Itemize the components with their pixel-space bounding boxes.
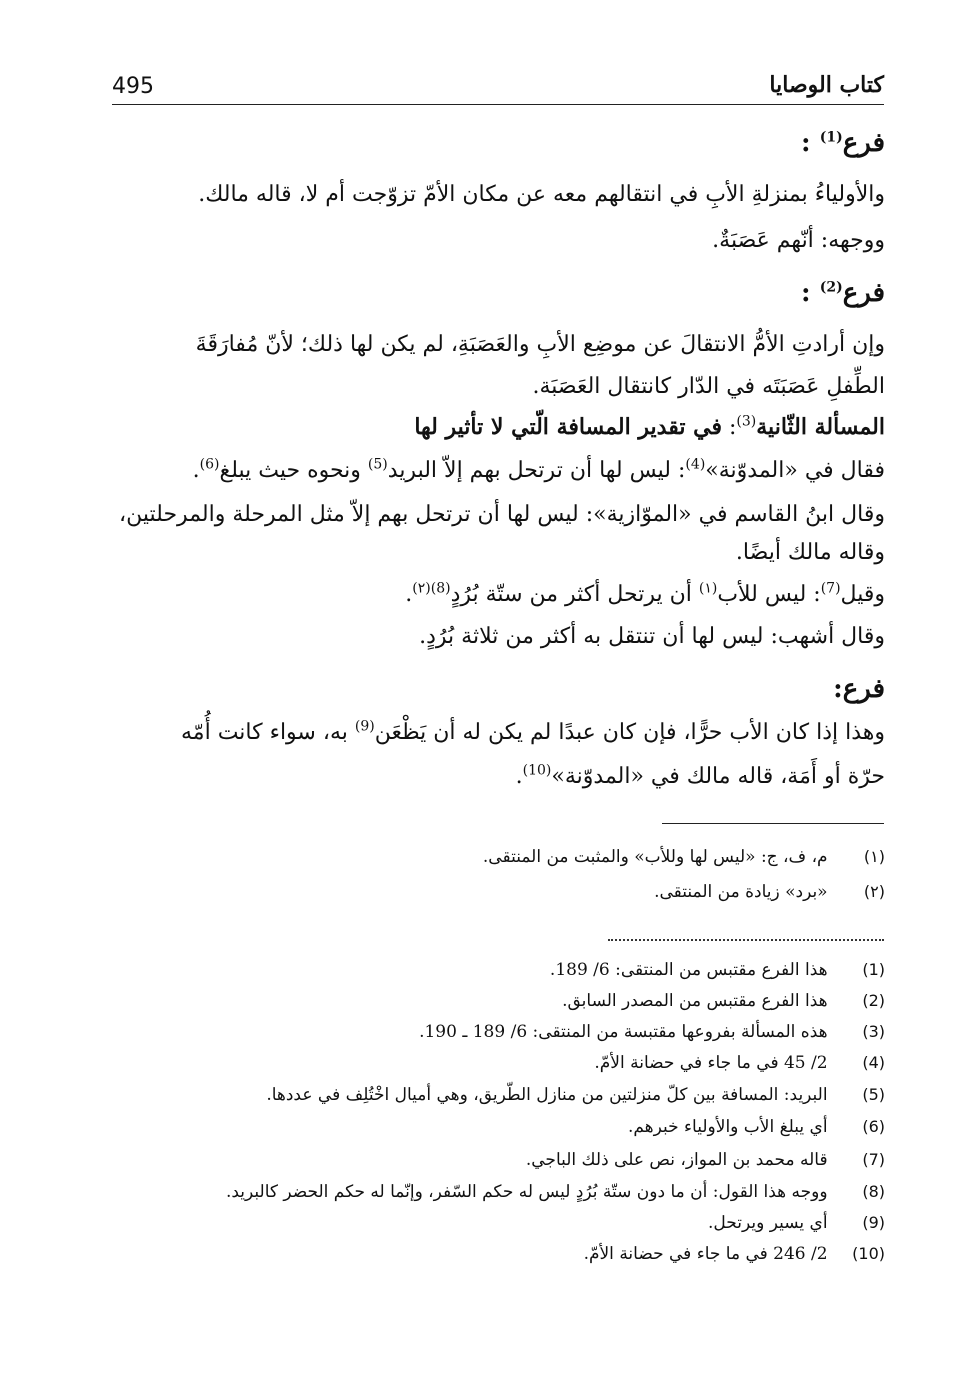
paragraph-line: الطِّفلِ عَصَبَتَه في الدّار كانتقال العَصَبَة. bbox=[532, 374, 885, 399]
footnote: (5) البريد: المسافة بين كلّ منزلتين من منازل الطّريق، وهي أميال اخْتُلِف في عددها. bbox=[266, 1085, 885, 1105]
footnote-ref-10[interactable]: (10) bbox=[522, 762, 552, 779]
footnote: (6) أي يبلغ الأب والأولياء خبرهم. bbox=[627, 1117, 885, 1137]
footnote: (1) هذا الفرع مقتبس من المنتقى: 6/ 189. bbox=[549, 960, 885, 980]
paragraph-line: فقال في «المدوّنة»$^{(4)}$: ليس لها أن ترتحل بهم إلاّ البريد$^{(5)}$ ونحوه حيث يبلغ$^{(6)}$. bbox=[192, 456, 885, 483]
paragraph-line: وإن أرادتِ الأمُّ الانتقالَ عن موضِع الأبِ والعَصَبَةِ، لم يكن لها ذلك؛ لأنّ مُفارَقَةَ bbox=[195, 332, 885, 357]
footnote-ref-9[interactable]: (9) bbox=[354, 718, 375, 735]
footnote: (10) 2/ 246 في ما جاء في حضانة الأمّ. bbox=[583, 1244, 885, 1264]
manuscript-note: (٢) «برد» زيادة من المنتقى. bbox=[654, 882, 885, 902]
paragraph-line: وقال ابنُ القاسم في «الموّازية»: ليس لها أن ترتحل بهم إلاّ مثل المرحلة والمرحلتين، bbox=[119, 502, 885, 527]
footnote-ref-4[interactable]: (4) bbox=[685, 456, 706, 473]
footnote: (2) هذا الفرع مقتبس من المصدر السابق. bbox=[562, 991, 885, 1011]
footnote: (8) ووجه هذا القول: أن ما دون ستّة بُرُدٍ ليس له حكم السّفر، وإنّما له حكم الحضر كالبريد. bbox=[225, 1182, 885, 1202]
page-number: 495 bbox=[112, 74, 154, 99]
branch-2-heading: فرع$^{(2)}$ : bbox=[801, 278, 885, 308]
paragraph-line: ووجهه: أنّهم عَصَبَةٌ. bbox=[712, 228, 885, 253]
footnote-ref-8[interactable]: (8)(٢) bbox=[412, 580, 451, 597]
footnote: (3) هذه المسألة بفروعها مقتبسة من المنتقى: 6/ 189 ـ 190. bbox=[419, 1022, 885, 1042]
dotted-divider bbox=[608, 939, 884, 941]
branch-3-heading: فرع: bbox=[833, 674, 885, 704]
issue-topic: في تقدير المسافة الّتي لا تأثير لها bbox=[414, 414, 722, 440]
paragraph-line: وقيل$^{(7)}$: ليس للأب$^{(١)}$ أن يرتحل أكثر من ستّة بُرُدٍ$^{(8)(٢)}$. bbox=[405, 580, 885, 607]
footnote-ref-2[interactable]: (2) bbox=[819, 279, 843, 296]
footnote-divider bbox=[662, 823, 884, 824]
footnote-ref-6[interactable]: (6) bbox=[199, 456, 220, 473]
paragraph-line: وقال أشهب: ليس لها أن تنتقل به أكثر من ثلاثة بُرُدٍ. bbox=[419, 624, 885, 649]
footnote-ref-7[interactable]: (7) bbox=[820, 580, 841, 597]
issue-title: المسألة الثّانية bbox=[756, 414, 885, 440]
paragraph-line: حرّة أو أَمَة، قاله مالك في «المدوّنة»$^{(10)}$. bbox=[515, 762, 885, 789]
footnote-ref-3[interactable]: (3) bbox=[736, 413, 757, 430]
paragraph-line: والأولياءُ بمنزلةِ الأبِ في انتقالهم معه عن مكان الأمّ تزوّجت أم لا، قاله مالك. bbox=[198, 182, 885, 207]
running-header bbox=[112, 70, 884, 105]
branch-1-heading: فرع$^{(1)}$ : bbox=[801, 128, 885, 158]
paragraph-line: وهذا إذا كان الأب حرًّا، فإن كان عبدًا لم يكن له أن يَظْعَن$^{(9)}$ به، سواء كانت أُمّه bbox=[181, 718, 885, 745]
footnote: (4) 2/ 45 في ما جاء في حضانة الأمّ. bbox=[594, 1053, 885, 1073]
paragraph-line: وقاله مالك أيضًا. bbox=[735, 540, 885, 565]
footnote: (7) قاله محمد بن المواز، نص على ذلك الباجي. bbox=[525, 1150, 885, 1170]
footnote: (9) أي يسير ويرتحل. bbox=[708, 1213, 885, 1233]
issue-2-heading: المسألة الثّانية$^{(3)}$: في تقدير المسافة الّتي لا تأثير لها bbox=[414, 413, 885, 440]
manuscript-ref-1[interactable]: (١) bbox=[698, 580, 718, 597]
footnote-ref-5[interactable]: (5) bbox=[367, 456, 388, 473]
manuscript-note: (١) م، ف، ج: «ليس لها وللأب» والمثبت من المنتقى. bbox=[482, 847, 885, 867]
book-title: كتاب الوصايا bbox=[769, 72, 884, 98]
footnote-ref-1[interactable]: (1) bbox=[819, 129, 843, 146]
